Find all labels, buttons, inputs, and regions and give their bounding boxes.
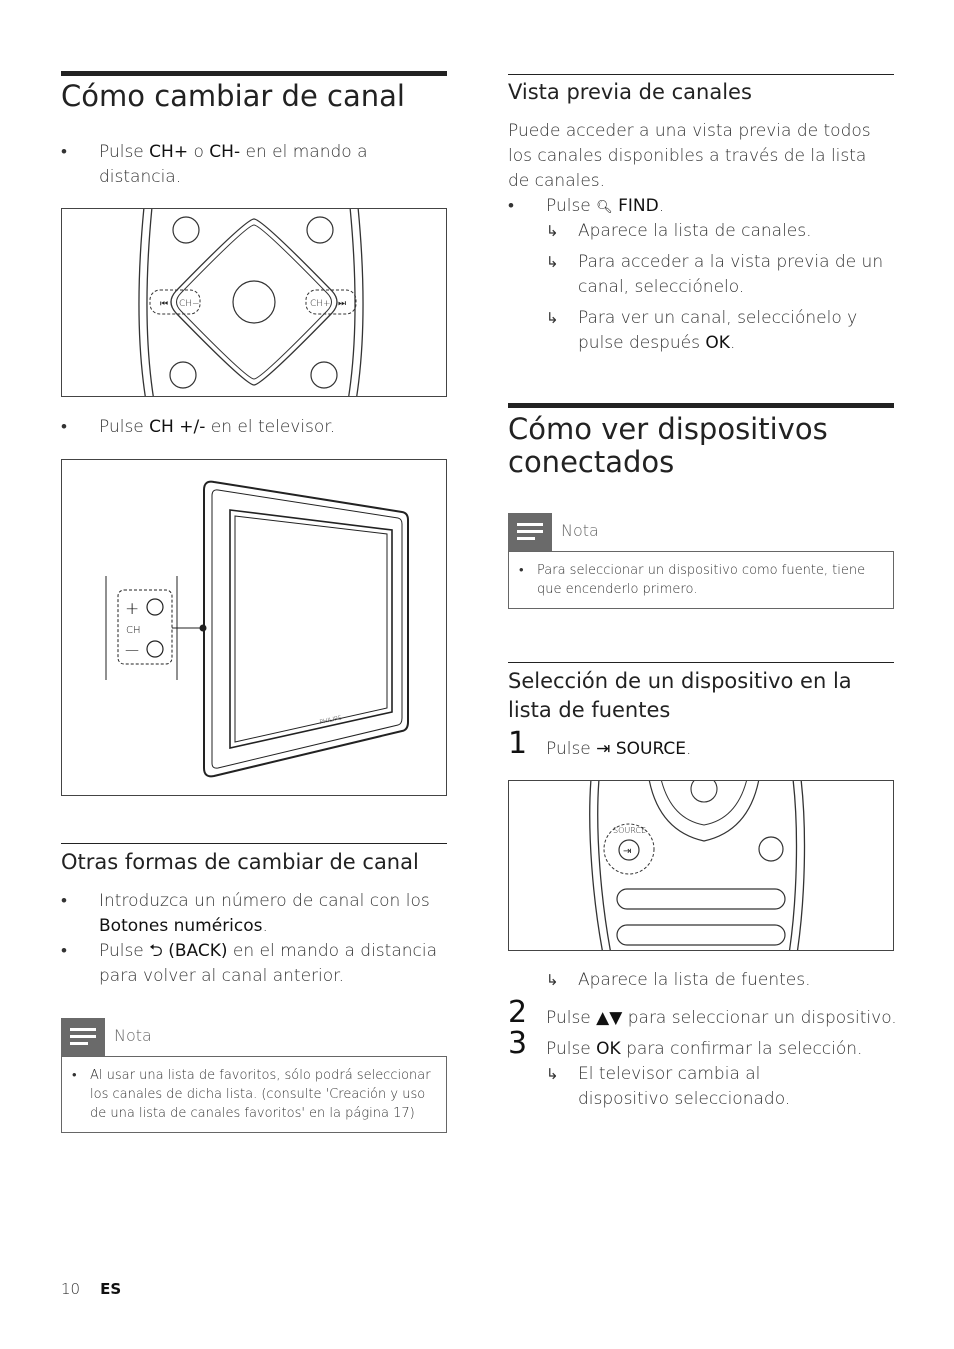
note-icon — [508, 513, 552, 551]
down-arrow-icon: ▼ — [609, 1008, 623, 1028]
sub-title-rule-preview — [508, 74, 894, 75]
sub-title-rule-other — [61, 843, 447, 844]
source-label: SOURCE — [613, 826, 647, 835]
left-title-rule — [61, 71, 447, 76]
language-code: ES — [100, 1280, 122, 1298]
note-text: Al usar una lista de favoritos, sólo podrá seleccionar los canales de dicha lista. (consulte 'Creación y uso de una lista de canales favoritos' en la página 17) — [90, 1068, 431, 1121]
note-title: Nota — [114, 1026, 152, 1045]
preview-intro: Puede acceder a una vista previa de todos los canales disponibles a través de la lista de canales. — [508, 121, 871, 191]
left-page-title: Cómo cambiar de canal — [61, 79, 405, 113]
arrow-source-list: ↳ Aparece la lista de fuentes. — [546, 970, 811, 990]
tv-plus-symbol: + — [125, 599, 140, 619]
arrow-view-channel: ↳ Para ver un canal, selecciónelo y pulse después OK. — [546, 308, 858, 353]
tv-brand-logo: PHILIPS — [318, 714, 343, 726]
bullet-ch-remote: • Pulse CH+ o CH- en el mando a distancia. — [61, 142, 368, 187]
note-title: Nota — [561, 521, 599, 540]
note-icon — [61, 1018, 105, 1056]
back-icon: ⮌ — [149, 941, 163, 961]
svg-text:⏭: ⏭ — [338, 299, 347, 309]
ch-plus-label: CH+ — [310, 299, 331, 309]
arrow-preview-channel: ↳ Para acceder a la vista previa de un canal, selecciónelo. — [546, 252, 884, 297]
remote-ch-figure — [61, 208, 447, 397]
bullet-ch-tv: • Pulse CH +/- en el televisor. — [61, 417, 336, 437]
remote-source-figure — [508, 780, 894, 951]
arrow-tv-switches: ↳ El televisor cambia al dispositivo seleccionado. — [546, 1064, 791, 1109]
step-1: 1 Pulse ⇥ SOURCE. — [508, 726, 692, 761]
source-icon: ⇥ — [596, 739, 611, 759]
step-3: 3 Pulse OK para confirmar la selección. — [508, 1026, 863, 1061]
sub-title-other-ways: Otras formas de cambiar de canal — [61, 850, 419, 874]
page-number: 10 — [61, 1280, 81, 1298]
svg-text:⏮: ⏮ — [160, 299, 169, 309]
ch-minus-label: CH− — [179, 299, 200, 309]
step-2: 2 Pulse ▲▼ para seleccionar un dispositivo. — [508, 995, 897, 1030]
sub-title-rule-source — [508, 662, 894, 663]
right-section-title: Cómo ver dispositivos conectados — [508, 412, 828, 479]
svg-text:⇥: ⇥ — [623, 846, 632, 857]
bullet-back: • Pulse ⮌ (BACK) en el mando a distancia para volver al canal anterior. — [61, 941, 437, 986]
arrow-list-appears: ↳ Aparece la lista de canales. — [546, 221, 812, 241]
note-favorites: Nota • Al usar una lista de favoritos, sólo podrá seleccionar los canales de dicha lista. (consulte 'Creación y uso de una lista de canales favoritos' en la página 17) — [61, 1018, 447, 1133]
tv-minus-symbol: — — [125, 642, 139, 658]
sub-title-source: Selección de un dispositivo en la lista de fuentes — [508, 669, 852, 722]
tv-ch-label: CH — [126, 625, 141, 636]
page-footer — [61, 1280, 121, 1298]
up-arrow-icon: ▲ — [596, 1008, 610, 1028]
note-text: Para seleccionar un dispositivo como fuente, tiene que encenderlo primero. — [537, 563, 866, 597]
bullet-number-buttons: • Introduzca un número de canal con los Botones numéricos. — [61, 891, 430, 936]
search-icon: 🔍︎ — [596, 200, 613, 215]
tv-ch-figure — [61, 459, 447, 796]
sub-title-preview: Vista previa de canales — [508, 80, 752, 104]
note-device-on: Nota • Para seleccionar un dispositivo como fuente, tiene que encenderlo primero. — [508, 513, 894, 609]
right-title-rule — [508, 403, 894, 408]
bullet-find: • Pulse 🔍︎ FIND. — [508, 196, 665, 216]
